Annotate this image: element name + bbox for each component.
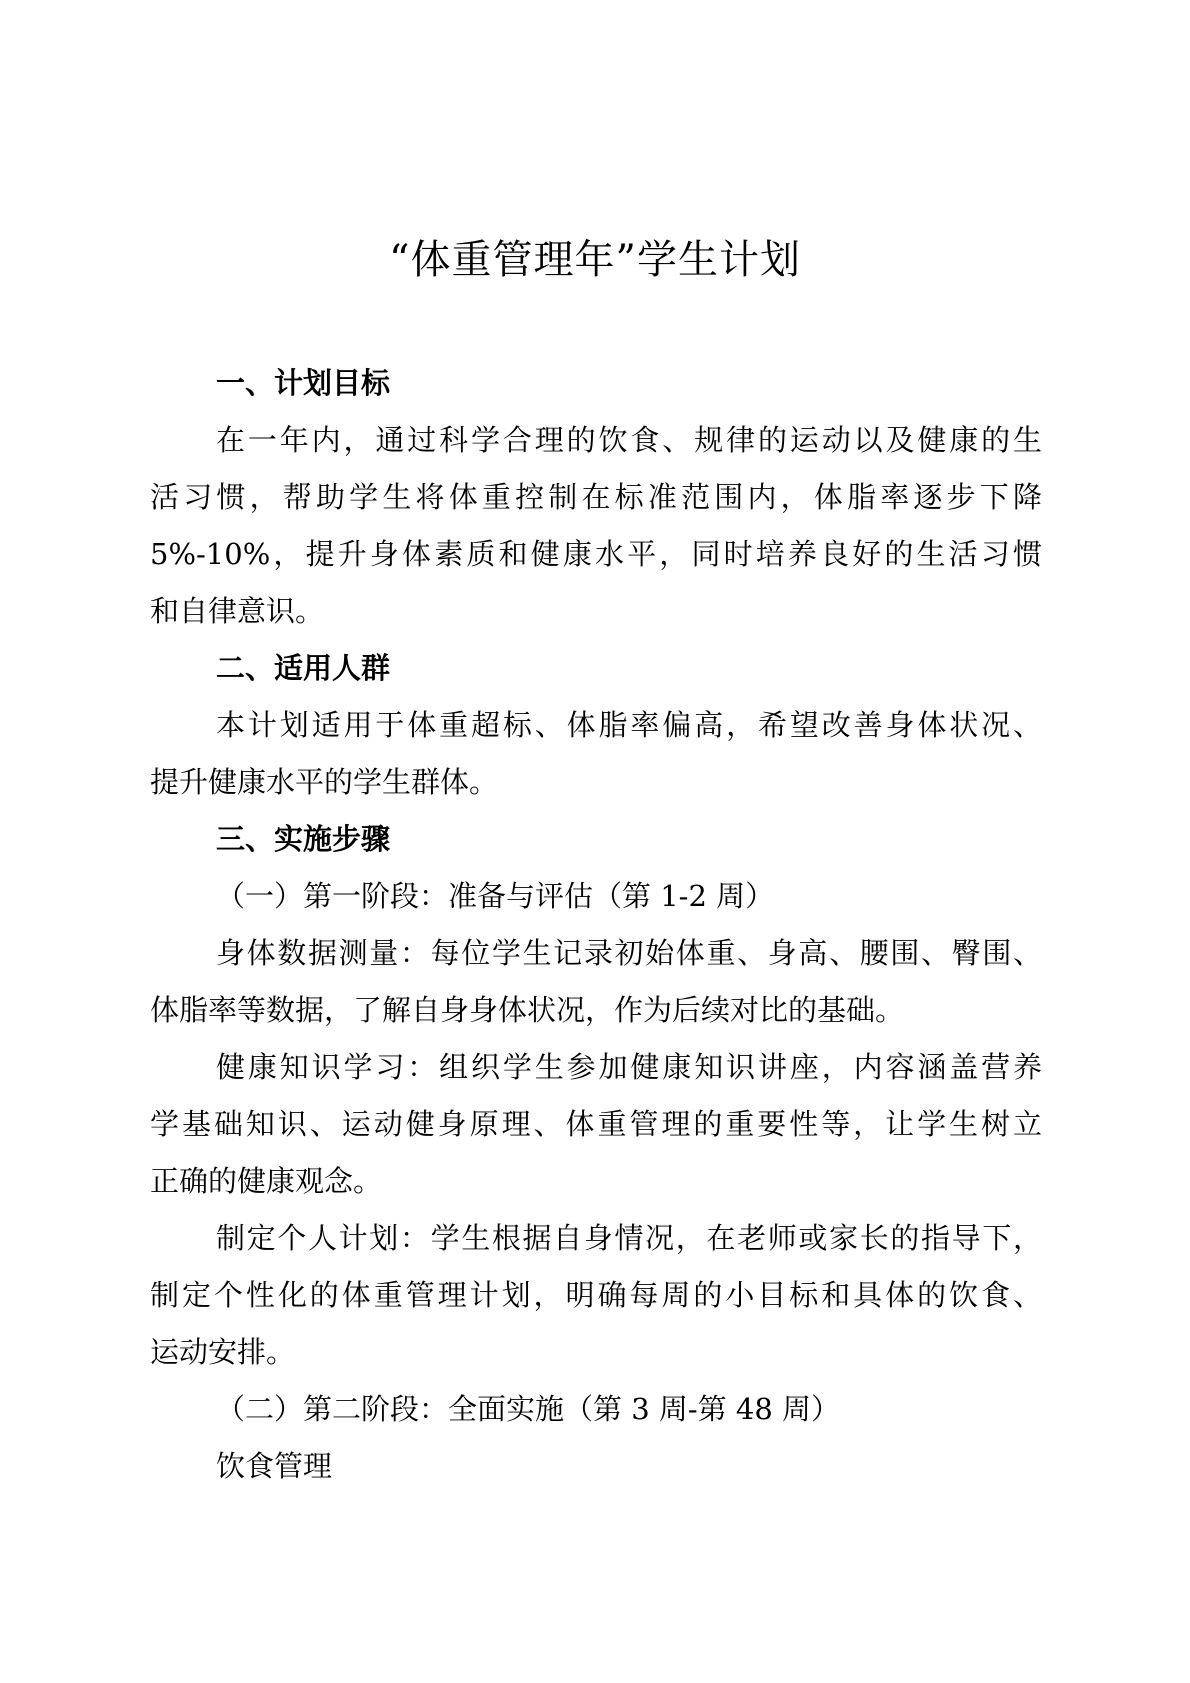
paragraph-line: 学基础知识、运动健身原理、体重管理的重要性等，让学生树立 [150, 1107, 1042, 1141]
paragraph-line: 本计划适用于体重超标、体脂率偏高，希望改善身体状况、 [216, 708, 1042, 742]
paragraph-line: 制定个性化的体重管理计划，明确每周的小目标和具体的饮食、 [150, 1278, 1042, 1312]
paragraph-line: 制定个人计划：学生根据自身情况，在老师或家长的指导下， [216, 1221, 1042, 1255]
paragraph-line: 提升健康水平的学生群体。 [150, 765, 499, 799]
phase-heading-2: （二）第二阶段：全面实施（第 3 周-第 48 周） [216, 1392, 841, 1426]
paragraph-line: 5%-10%，提升身体素质和健康水平，同时培养良好的生活习惯 [150, 537, 1042, 571]
document-body [150, 355, 1042, 1495]
document-title: “体重管理年”学生计划 [389, 237, 801, 283]
paragraph-line: 运动安排。 [150, 1335, 296, 1369]
paragraph-line: 在一年内，通过科学合理的饮食、规律的运动以及健康的生 [216, 423, 1042, 457]
section-heading-audience: 二、适用人群 [216, 651, 391, 685]
paragraph-line: 和自律意识。 [150, 594, 325, 628]
subsection-label-diet: 饮食管理 [216, 1449, 333, 1483]
section-heading-steps: 三、实施步骤 [216, 822, 391, 856]
paragraph-line: 健康知识学习：组织学生参加健康知识讲座，内容涵盖营养 [216, 1050, 1042, 1084]
paragraph-line: 身体数据测量：每位学生记录初始体重、身高、腰围、臀围、 [216, 936, 1042, 970]
paragraph-line: 正确的健康观念。 [150, 1164, 383, 1198]
phase-heading-1: （一）第一阶段：准备与评估（第 1-2 周） [216, 879, 775, 913]
paragraph-line: 体脂率等数据，了解自身身体状况，作为后续对比的基础。 [150, 993, 905, 1027]
paragraph-line: 活习惯，帮助学生将体重控制在标准范围内，体脂率逐步下降 [150, 480, 1042, 514]
section-heading-goals: 一、计划目标 [216, 366, 391, 400]
